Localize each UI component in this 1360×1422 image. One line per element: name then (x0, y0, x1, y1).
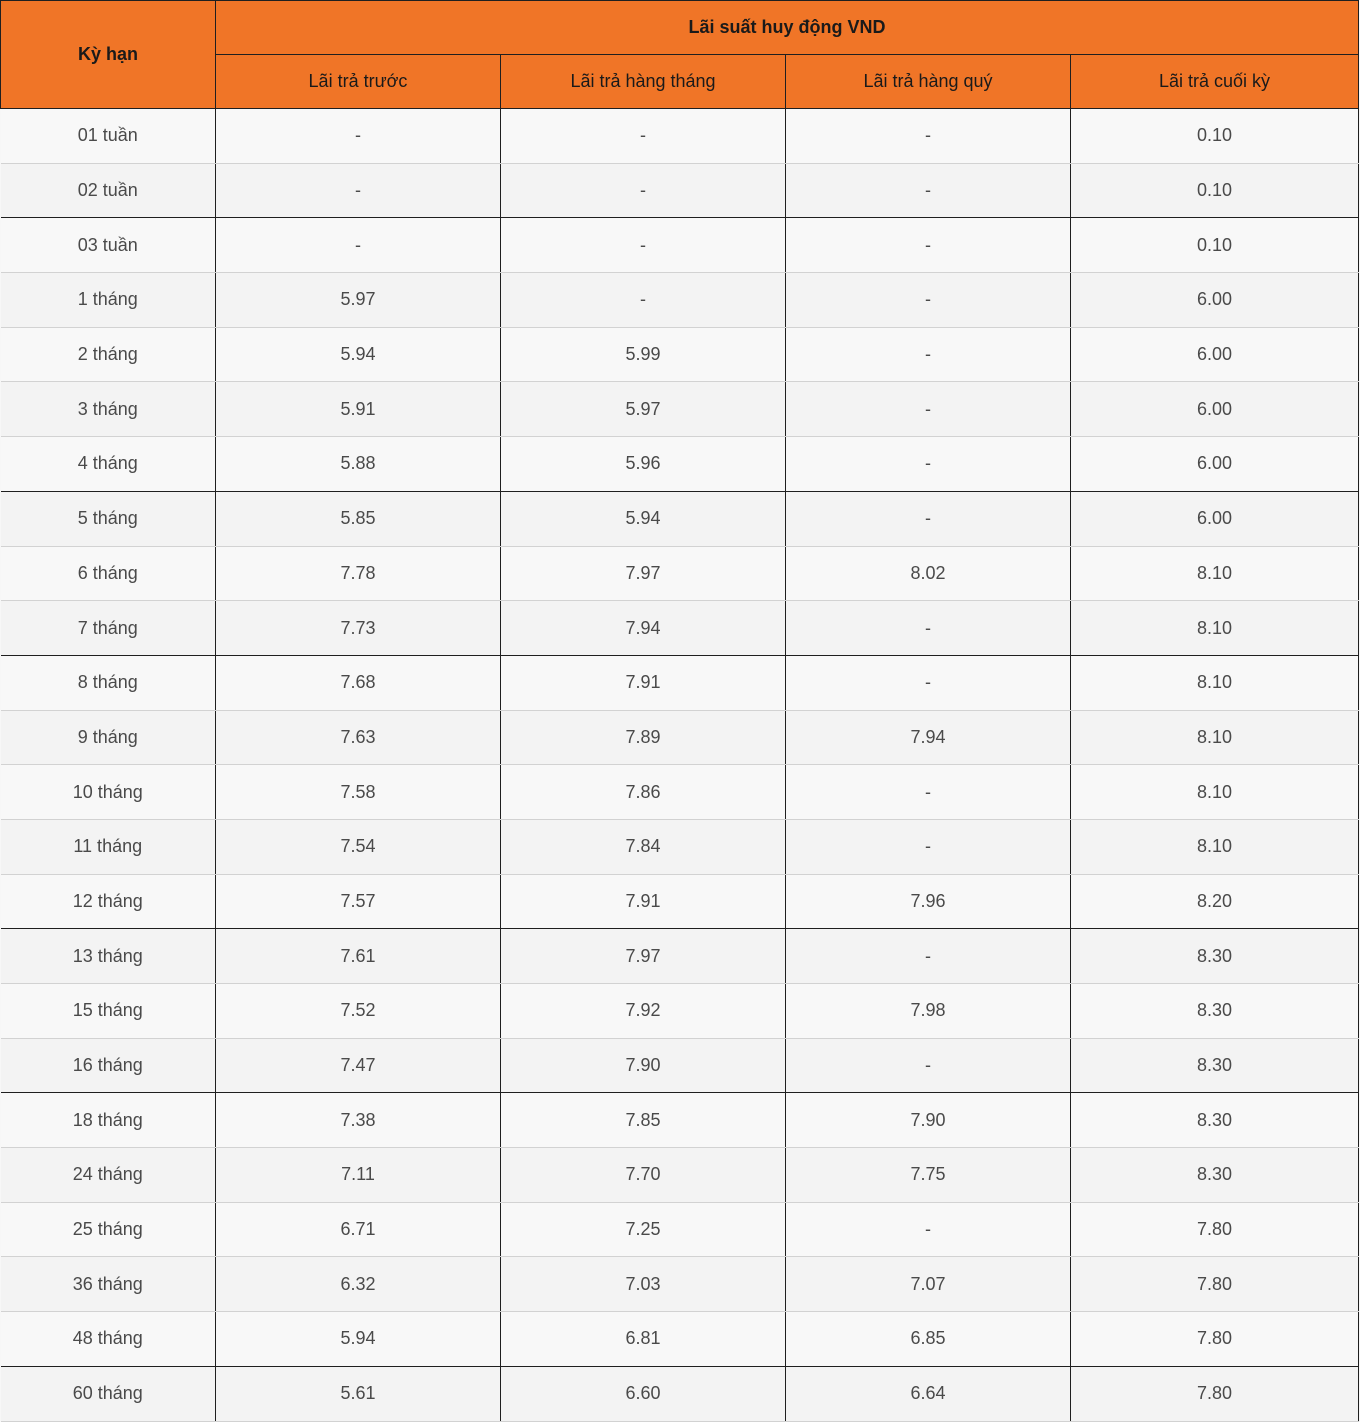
table-row (1, 1312, 1359, 1367)
quarterly-interest-cell: - (786, 601, 1071, 656)
monthly-interest-cell: - (501, 273, 786, 328)
term-cell: 02 tuần (1, 163, 216, 218)
end-of-term-interest-cell: 6.00 (1071, 273, 1359, 328)
prepaid-interest-cell: 5.91 (216, 382, 501, 437)
monthly-interest-cell: 7.86 (501, 765, 786, 820)
quarterly-interest-cell: - (786, 491, 1071, 546)
quarterly-interest-cell: - (786, 1038, 1071, 1093)
term-cell: 36 tháng (1, 1257, 216, 1312)
term-cell: 9 tháng (1, 710, 216, 765)
prepaid-interest-cell: - (216, 163, 501, 218)
end-of-term-interest-cell: 8.10 (1071, 655, 1359, 710)
table-row (1, 765, 1359, 820)
prepaid-interest-cell: 5.97 (216, 273, 501, 328)
monthly-interest-cell: 5.94 (501, 491, 786, 546)
quarterly-interest-cell: - (786, 819, 1071, 874)
end-of-term-interest-cell: 7.80 (1071, 1202, 1359, 1257)
term-cell: 12 tháng (1, 874, 216, 929)
quarterly-interest-cell: 7.90 (786, 1093, 1071, 1148)
monthly-interest-cell: 7.84 (501, 819, 786, 874)
monthly-interest-cell: 7.70 (501, 1148, 786, 1203)
table-row (1, 874, 1359, 929)
table-row (1, 327, 1359, 382)
end-of-term-interest-cell: 8.10 (1071, 819, 1359, 874)
end-of-term-interest-cell: 8.10 (1071, 710, 1359, 765)
monthly-interest-cell: 7.89 (501, 710, 786, 765)
monthly-interest-cell: - (501, 218, 786, 273)
quarterly-interest-cell: 8.02 (786, 546, 1071, 601)
prepaid-interest-cell: 7.73 (216, 601, 501, 656)
prepaid-interest-cell: 6.71 (216, 1202, 501, 1257)
term-cell: 03 tuần (1, 218, 216, 273)
prepaid-interest-cell: 7.61 (216, 929, 501, 984)
table-row (1, 1257, 1359, 1312)
monthly-interest-cell: 7.97 (501, 929, 786, 984)
monthly-interest-cell: 7.25 (501, 1202, 786, 1257)
table-body (1, 109, 1359, 1422)
quarterly-interest-cell: 7.94 (786, 710, 1071, 765)
table-row (1, 437, 1359, 492)
table-row (1, 1093, 1359, 1148)
quarterly-interest-cell: - (786, 1202, 1071, 1257)
end-of-term-interest-cell: 8.30 (1071, 984, 1359, 1039)
prepaid-interest-cell: 7.78 (216, 546, 501, 601)
table-row (1, 819, 1359, 874)
quarterly-interest-cell: - (786, 765, 1071, 820)
prepaid-interest-cell: 7.68 (216, 655, 501, 710)
prepaid-interest-cell: 7.58 (216, 765, 501, 820)
prepaid-interest-cell: 7.54 (216, 819, 501, 874)
prepaid-interest-cell: 7.52 (216, 984, 501, 1039)
prepaid-interest-cell: 5.88 (216, 437, 501, 492)
quarterly-interest-cell: - (786, 655, 1071, 710)
quarterly-interest-cell: 7.75 (786, 1148, 1071, 1203)
quarterly-interest-header: Lãi trả hàng quý (786, 55, 1071, 109)
term-cell: 48 tháng (1, 1312, 216, 1367)
quarterly-interest-cell: - (786, 929, 1071, 984)
monthly-interest-cell: 7.90 (501, 1038, 786, 1093)
term-cell: 11 tháng (1, 819, 216, 874)
term-cell: 6 tháng (1, 546, 216, 601)
prepaid-interest-cell: 5.61 (216, 1366, 501, 1421)
monthly-interest-cell: 7.03 (501, 1257, 786, 1312)
end-of-term-interest-cell: 7.80 (1071, 1257, 1359, 1312)
quarterly-interest-cell: - (786, 327, 1071, 382)
monthly-interest-cell: 5.99 (501, 327, 786, 382)
end-of-term-interest-cell: 8.30 (1071, 1038, 1359, 1093)
table-row (1, 1202, 1359, 1257)
table-row (1, 273, 1359, 328)
table-row (1, 218, 1359, 273)
term-cell: 13 tháng (1, 929, 216, 984)
term-cell: 4 tháng (1, 437, 216, 492)
term-cell: 7 tháng (1, 601, 216, 656)
quarterly-interest-cell: - (786, 273, 1071, 328)
prepaid-interest-cell: - (216, 109, 501, 164)
end-of-term-interest-cell: 8.10 (1071, 765, 1359, 820)
end-of-term-interest-cell: 8.30 (1071, 929, 1359, 984)
quarterly-interest-cell: - (786, 109, 1071, 164)
end-of-term-interest-cell: 6.00 (1071, 437, 1359, 492)
table-row (1, 1366, 1359, 1421)
table-row (1, 655, 1359, 710)
end-of-term-interest-cell: 8.10 (1071, 546, 1359, 601)
quarterly-interest-cell: 6.64 (786, 1366, 1071, 1421)
prepaid-interest-cell: - (216, 218, 501, 273)
term-cell: 01 tuần (1, 109, 216, 164)
end-of-term-interest-cell: 6.00 (1071, 491, 1359, 546)
monthly-interest-cell: 7.94 (501, 601, 786, 656)
end-of-term-interest-cell: 8.20 (1071, 874, 1359, 929)
monthly-interest-cell: 5.97 (501, 382, 786, 437)
monthly-interest-cell: 5.96 (501, 437, 786, 492)
term-cell: 18 tháng (1, 1093, 216, 1148)
prepaid-interest-cell: 7.57 (216, 874, 501, 929)
prepaid-interest-cell: 7.11 (216, 1148, 501, 1203)
term-cell: 2 tháng (1, 327, 216, 382)
prepaid-interest-cell: 5.94 (216, 327, 501, 382)
term-cell: 1 tháng (1, 273, 216, 328)
end-of-term-interest-cell: 8.10 (1071, 601, 1359, 656)
term-cell: 16 tháng (1, 1038, 216, 1093)
table-row (1, 601, 1359, 656)
end-of-term-interest-cell: 7.80 (1071, 1312, 1359, 1367)
monthly-interest-cell: - (501, 163, 786, 218)
table-row (1, 710, 1359, 765)
table-row (1, 546, 1359, 601)
table-row (1, 929, 1359, 984)
quarterly-interest-cell: - (786, 163, 1071, 218)
end-of-term-interest-cell: 8.30 (1071, 1093, 1359, 1148)
table-row (1, 109, 1359, 164)
quarterly-interest-cell: 6.85 (786, 1312, 1071, 1367)
monthly-interest-cell: 7.91 (501, 655, 786, 710)
monthly-interest-cell: 7.92 (501, 984, 786, 1039)
quarterly-interest-cell: 7.07 (786, 1257, 1071, 1312)
deposit-rate-group-header: Lãi suất huy động VND (216, 1, 1359, 55)
prepaid-interest-cell: 7.38 (216, 1093, 501, 1148)
term-cell: 8 tháng (1, 655, 216, 710)
monthly-interest-cell: - (501, 109, 786, 164)
end-of-term-interest-cell: 0.10 (1071, 218, 1359, 273)
table-row (1, 984, 1359, 1039)
prepaid-interest-header: Lãi trả trước (216, 55, 501, 109)
end-of-term-interest-cell: 8.30 (1071, 1148, 1359, 1203)
term-cell: 5 tháng (1, 491, 216, 546)
term-cell: 60 tháng (1, 1366, 216, 1421)
table-row (1, 1038, 1359, 1093)
term-cell: 3 tháng (1, 382, 216, 437)
term-cell: 10 tháng (1, 765, 216, 820)
prepaid-interest-cell: 6.32 (216, 1257, 501, 1312)
prepaid-interest-cell: 5.94 (216, 1312, 501, 1367)
quarterly-interest-cell: 7.96 (786, 874, 1071, 929)
monthly-interest-cell: 7.91 (501, 874, 786, 929)
term-column-header: Kỳ hạn (1, 1, 216, 109)
end-of-term-interest-cell: 7.80 (1071, 1366, 1359, 1421)
prepaid-interest-cell: 7.47 (216, 1038, 501, 1093)
end-of-term-interest-cell: 6.00 (1071, 382, 1359, 437)
monthly-interest-cell: 7.97 (501, 546, 786, 601)
term-cell: 25 tháng (1, 1202, 216, 1257)
quarterly-interest-cell: 7.98 (786, 984, 1071, 1039)
monthly-interest-cell: 7.85 (501, 1093, 786, 1148)
term-cell: 15 tháng (1, 984, 216, 1039)
end-of-term-interest-cell: 0.10 (1071, 109, 1359, 164)
prepaid-interest-cell: 7.63 (216, 710, 501, 765)
quarterly-interest-cell: - (786, 382, 1071, 437)
end-of-term-interest-cell: 0.10 (1071, 163, 1359, 218)
quarterly-interest-cell: - (786, 218, 1071, 273)
quarterly-interest-cell: - (786, 437, 1071, 492)
end-of-term-interest-header: Lãi trả cuối kỳ (1071, 55, 1359, 109)
table-row (1, 382, 1359, 437)
term-cell: 24 tháng (1, 1148, 216, 1203)
table-header (1, 1, 1359, 109)
end-of-term-interest-cell: 6.00 (1071, 327, 1359, 382)
monthly-interest-cell: 6.81 (501, 1312, 786, 1367)
prepaid-interest-cell: 5.85 (216, 491, 501, 546)
monthly-interest-cell: 6.60 (501, 1366, 786, 1421)
monthly-interest-header: Lãi trả hàng tháng (501, 55, 786, 109)
table-row (1, 163, 1359, 218)
table-row (1, 1148, 1359, 1203)
table-row (1, 491, 1359, 546)
